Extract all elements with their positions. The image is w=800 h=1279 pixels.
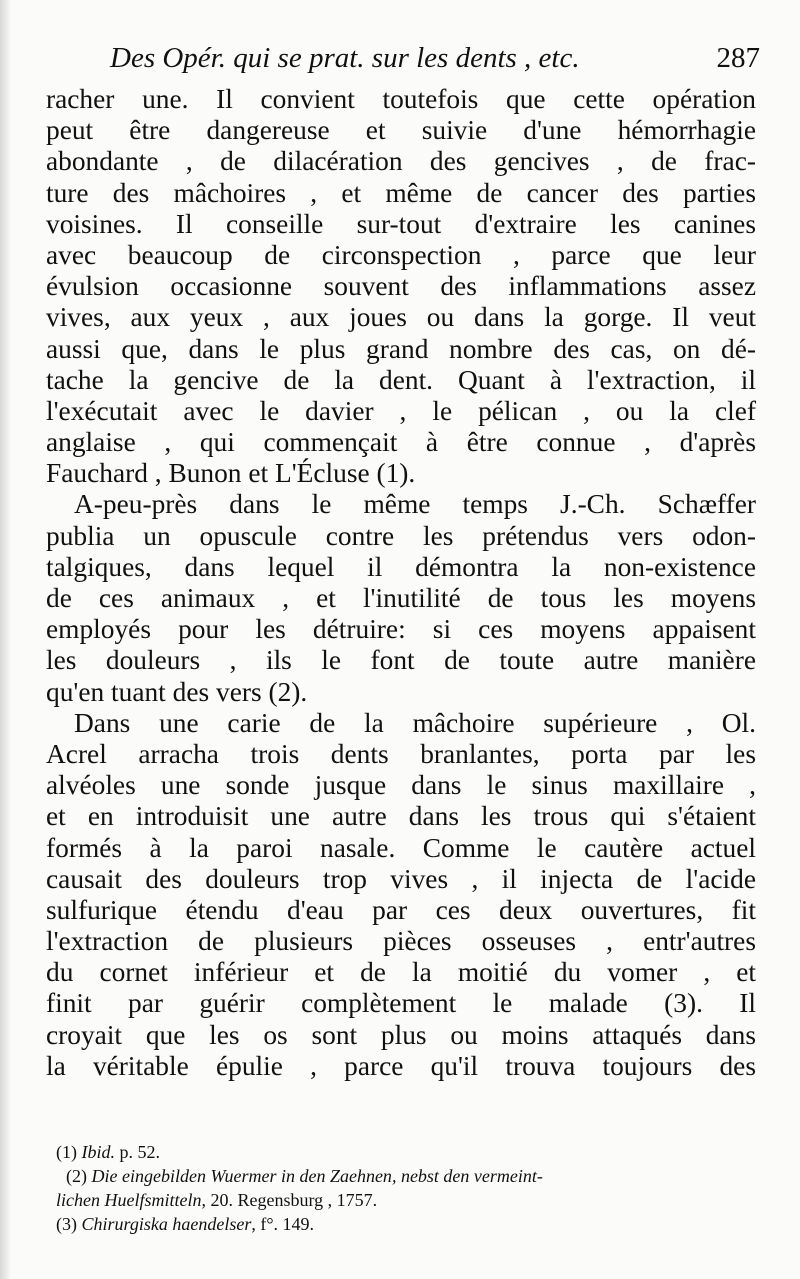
text-line: sulfurique étendu d'eau par ces deux ouvertures, fit <box>46 894 756 925</box>
footnote-mark: (3) <box>56 1214 77 1234</box>
text-line: l'exécutait avec le davier , le pélican , ou la clef <box>46 395 756 426</box>
paragraph-start-line: A-peu-près dans le même temps J.-Ch. Schæffer <box>74 489 756 520</box>
page-edge-shadow <box>0 0 10 1279</box>
text-line: évulsion occasionne souvent des inflammations assez <box>46 271 756 302</box>
text-line: croyait que les os sont plus ou moins attaqués dans <box>46 1019 756 1050</box>
text-line: abondante , de dilacération des gencives , de frac- <box>46 146 756 177</box>
text-line: et en introduisit une autre dans les trous qui s'étaient <box>46 801 756 832</box>
footnote-source: Ibid. <box>81 1142 115 1162</box>
footnote-mark: (2) <box>66 1166 87 1186</box>
text-line: racher une. Il convient toutefois que cette opération <box>46 84 756 114</box>
text-line: ture des mâchoires , et même de cancer des parties <box>46 177 756 208</box>
footnote-title: Die eingebilden Wuermer in den Zaehnen <box>91 1166 392 1186</box>
paragraph-end-line: Fauchard , Bunon et L'Écluse (1). <box>46 458 416 489</box>
footnote-text: , f°. 149. <box>251 1214 315 1234</box>
footnote-2 <box>56 1164 756 1188</box>
text-line: vives, aux yeux , aux joues ou dans la gorge. Il veut <box>46 302 756 333</box>
text-line: aussi que, dans le plus grand nombre des cas, on dé- <box>46 333 756 364</box>
footnote-3 <box>56 1212 756 1236</box>
text-line: voisines. Il conseille sur-tout d'extraire les canines <box>46 208 756 239</box>
text-line: alvéoles une sonde jusque dans le sinus maxillaire , <box>46 770 756 801</box>
paragraph-start-line: Dans une carie de la mâchoire supérieure , Ol. <box>74 707 756 738</box>
footnote-text: , nebst den vermeint- <box>391 1166 543 1186</box>
text-line: employés pour les détruire: si ces moyens appaisent <box>46 614 756 645</box>
text-line: avec beaucoup de circonspection , parce que leur <box>46 239 756 270</box>
running-head <box>110 40 760 80</box>
text-line: de ces animaux , et l'inutilité de tous les moyens <box>46 583 756 613</box>
body-text <box>46 84 756 1082</box>
text-line: l'extraction de plusieurs pièces osseuses , entr'autres <box>46 926 756 957</box>
text-line: la véritable épulie , parce qu'il trouva toujours des <box>46 1050 756 1081</box>
footnote-2-continued <box>56 1188 756 1212</box>
text-line: causait des douleurs trop vives , il injecta de l'acide <box>46 863 756 894</box>
text-line: peut être dangereuse et suivie d'une hémorrhagie <box>46 115 756 146</box>
text-line: tache la gencive de la dent. Quant à l'extraction, il <box>46 364 756 395</box>
text-line: formés à la paroi nasale. Comme le cautère actuel <box>46 832 756 863</box>
footnote-title: lichen Huelfsmitteln <box>56 1190 202 1210</box>
text-line: finit par guérir complètement le malade (3). Il <box>46 988 756 1019</box>
text-line: anglaise , qui commençait à être connue , d'après <box>46 427 756 458</box>
text-line: les douleurs , ils le font de toute autre manière <box>46 645 756 676</box>
running-title: Des Opér. qui se prat. sur les dents , etc. <box>110 42 580 74</box>
footnote-text: , 20. Regensburg , 1757. <box>201 1190 378 1210</box>
footnotes <box>56 1140 756 1236</box>
footnote-1 <box>56 1140 756 1164</box>
text-line: Acrel arracha trois dents branlantes, porta par les <box>46 738 756 769</box>
page-number: 287 <box>716 42 760 74</box>
text-line: talgiques, dans lequel il démontra la non-existence <box>46 551 756 582</box>
footnote-mark: (1) <box>56 1142 77 1162</box>
paragraph-end-line: qu'en tuant des vers (2). <box>46 676 308 707</box>
footnote-text: p. 52. <box>119 1142 160 1162</box>
text-line: du cornet inférieur et de la moitié du vomer , et <box>46 957 756 988</box>
footnote-title: Chirurgiska haendelser <box>81 1214 252 1234</box>
text-line: publia un opuscule contre les prétendus vers odon- <box>46 520 756 551</box>
